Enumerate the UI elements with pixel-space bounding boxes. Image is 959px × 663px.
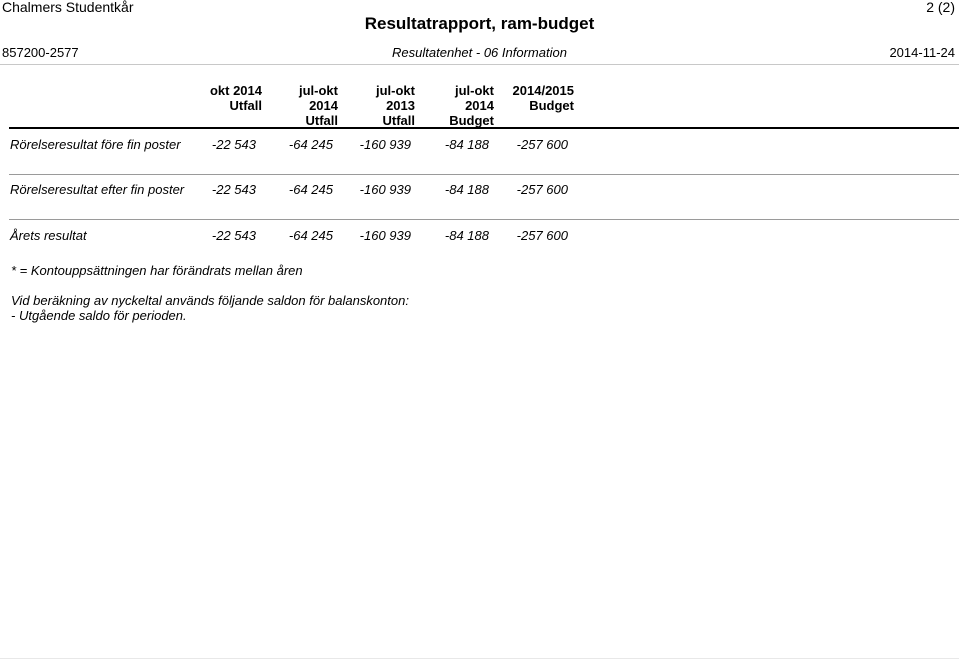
table-cell: -22 543 (211, 137, 256, 152)
account-number: 857200-2577 (2, 45, 79, 60)
table-cell: -257 600 (516, 228, 568, 243)
table-cell: -84 188 (444, 182, 489, 197)
row-label: Rörelseresultat före fin poster (10, 137, 181, 152)
row-divider (9, 219, 959, 220)
footnote: * = Kontouppsättningen har förändrats mellan åren (11, 263, 303, 278)
row-divider (9, 174, 959, 175)
report-date: 2014-11-24 (889, 45, 955, 60)
column-header: jul-okt 2014 Utfall (299, 83, 338, 128)
table-cell: -64 245 (288, 182, 333, 197)
calculation-note: Vid beräkning av nyckeltal används följande saldon för balanskonton: (11, 293, 409, 308)
table-cell: -22 543 (211, 228, 256, 243)
column-header: jul-okt 2013 Utfall (376, 83, 415, 128)
table-cell: -64 245 (288, 228, 333, 243)
page-number: 2 (2) (926, 0, 955, 15)
table-cell: -64 245 (288, 137, 333, 152)
organization-name: Chalmers Studentkår (2, 0, 134, 15)
column-header: jul-okt 2014 Budget (449, 83, 494, 128)
table-cell: -160 939 (359, 228, 411, 243)
table-cell: -84 188 (444, 137, 489, 152)
table-cell: -160 939 (359, 137, 411, 152)
header-divider (0, 64, 959, 65)
table-cell: -22 543 (211, 182, 256, 197)
column-header: okt 2014 Utfall (209, 83, 262, 113)
column-header: 2014/2015 Budget (512, 83, 574, 113)
calculation-note-detail: - Utgående saldo för perioden. (11, 308, 187, 323)
table-cell: -257 600 (516, 182, 568, 197)
row-label: Rörelseresultat efter fin poster (10, 182, 185, 197)
header-rule (9, 127, 959, 129)
table-cell: -257 600 (516, 137, 568, 152)
row-label: Årets resultat (10, 228, 87, 243)
report-title: Resultatrapport, ram-budget (364, 14, 595, 33)
table-cell: -160 939 (359, 182, 411, 197)
result-unit: Resultatenhet - 06 Information (392, 45, 567, 60)
table-cell: -84 188 (444, 228, 489, 243)
page-bottom-divider (0, 658, 959, 659)
